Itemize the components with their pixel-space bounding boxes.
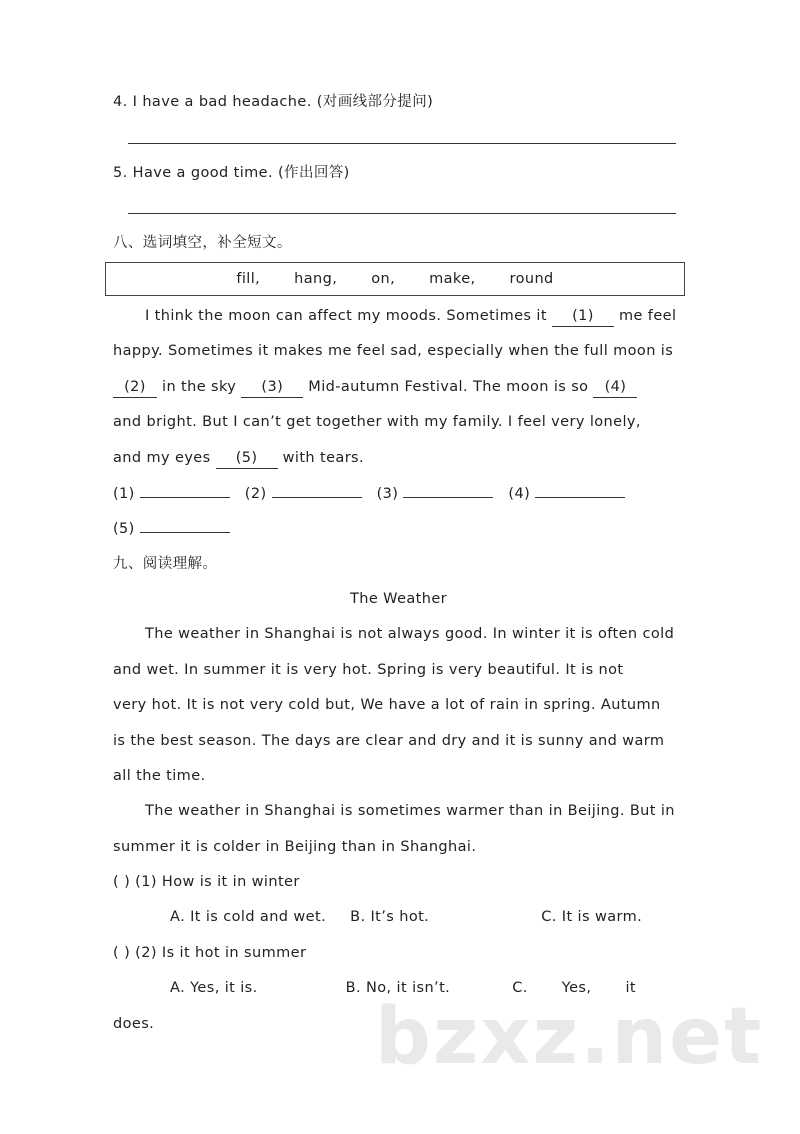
option-b[interactable]: B. No, it isn’t. — [345, 980, 451, 996]
answer-blank-3[interactable] — [403, 483, 493, 498]
answer-row-1 — [113, 483, 625, 504]
q2-option-c-tail: does. — [113, 1016, 155, 1032]
word-bank-item: hang, — [294, 271, 338, 287]
reading-p1-line: all the time. — [113, 768, 206, 784]
q5-answer-line[interactable] — [128, 213, 676, 214]
reading-question-2 — [113, 943, 306, 963]
option-c-text: it — [625, 980, 636, 996]
q4-instruction: (对画线部分提问) — [316, 94, 434, 110]
option-c[interactable]: C. It is warm. — [541, 909, 643, 925]
question-stem: (1) How is it in winter — [135, 874, 300, 890]
question-stem: (2) Is it hot in summer — [135, 945, 307, 961]
passage-line-4: and bright. But I can’t get together with my family. I feel very lonely, — [113, 414, 641, 430]
question-4 — [113, 92, 433, 112]
q1-options — [170, 907, 642, 927]
reading-p2-line: The weather in Shanghai is sometimes warmer than in Beijing. But in — [145, 803, 675, 819]
passage-line-5 — [113, 448, 364, 469]
q5-sentence: Have a good time. — [132, 165, 273, 181]
blank-2[interactable]: (2) — [113, 377, 157, 398]
answer-paren[interactable]: ( ) — [113, 945, 131, 961]
answer-paren[interactable]: ( ) — [113, 874, 131, 890]
question-5 — [113, 163, 350, 183]
q4-answer-line[interactable] — [128, 143, 676, 144]
option-c-text: Yes, — [561, 980, 592, 996]
reading-p1-line: and wet. In summer it is very hot. Spring is very beautiful. It is not — [113, 662, 624, 678]
answer-row-2 — [113, 518, 230, 539]
answer-label: (2) — [244, 486, 267, 502]
q5-instruction: (作出回答) — [278, 165, 350, 181]
answer-label: (1) — [113, 486, 135, 502]
answer-blank-2[interactable] — [272, 483, 362, 498]
passage-line-3 — [113, 377, 637, 398]
watermark: bzxz.net — [375, 992, 764, 1082]
q4-number: 4. — [113, 94, 128, 110]
option-a[interactable]: A. It is cold and wet. — [170, 909, 327, 925]
passage-line-2: happy. Sometimes it makes me feel sad, especially when the full moon is — [113, 343, 674, 359]
passage-text: I think the moon can affect my moods. Sometimes it — [145, 308, 547, 324]
q4-sentence: I have a bad headache. — [132, 94, 312, 110]
word-bank-item: round — [509, 271, 554, 287]
word-bank-box — [105, 262, 685, 296]
section-8-heading: 八、选词填空，补全短文。 — [113, 235, 292, 251]
word-bank-item: fill, — [236, 271, 261, 287]
reading-p1-line: very hot. It is not very cold but, We have a lot of rain in spring. Autumn — [113, 697, 661, 713]
passage-text: and my eyes — [113, 450, 211, 466]
passage-text: in the sky — [162, 379, 237, 395]
q5-number: 5. — [113, 165, 128, 181]
reading-p2-line: summer it is colder in Beijing than in Shanghai. — [113, 839, 477, 855]
word-bank-item: make, — [429, 271, 476, 287]
reading-question-1 — [113, 872, 300, 892]
reading-title: The Weather — [350, 591, 448, 607]
option-a[interactable]: A. Yes, it is. — [170, 980, 258, 996]
blank-5[interactable]: (5) — [216, 448, 278, 469]
option-b[interactable]: B. It’s hot. — [350, 909, 430, 925]
answer-blank-5[interactable] — [140, 518, 230, 533]
passage-text: me feel — [618, 308, 677, 324]
answer-label: (4) — [508, 486, 531, 502]
passage-line-1 — [145, 306, 676, 327]
answer-blank-1[interactable] — [140, 483, 230, 498]
answer-label: (5) — [113, 521, 135, 537]
blank-1[interactable]: (1) — [552, 306, 614, 327]
blank-3[interactable]: (3) — [241, 377, 303, 398]
section-9-heading: 九、阅读理解。 — [113, 556, 218, 572]
passage-text: Mid-autumn Festival. The moon is so — [308, 379, 589, 395]
passage-text: with tears. — [282, 450, 365, 466]
answer-blank-4[interactable] — [535, 483, 625, 498]
option-c[interactable]: C. — [512, 980, 528, 996]
reading-p1-line: The weather in Shanghai is not always good. In winter it is often cold — [145, 626, 675, 642]
answer-label: (3) — [376, 486, 399, 502]
word-bank-item: on, — [371, 271, 396, 287]
reading-p1-line: is the best season. The days are clear and dry and it is sunny and warm — [113, 733, 665, 749]
blank-4[interactable]: (4) — [593, 377, 637, 398]
